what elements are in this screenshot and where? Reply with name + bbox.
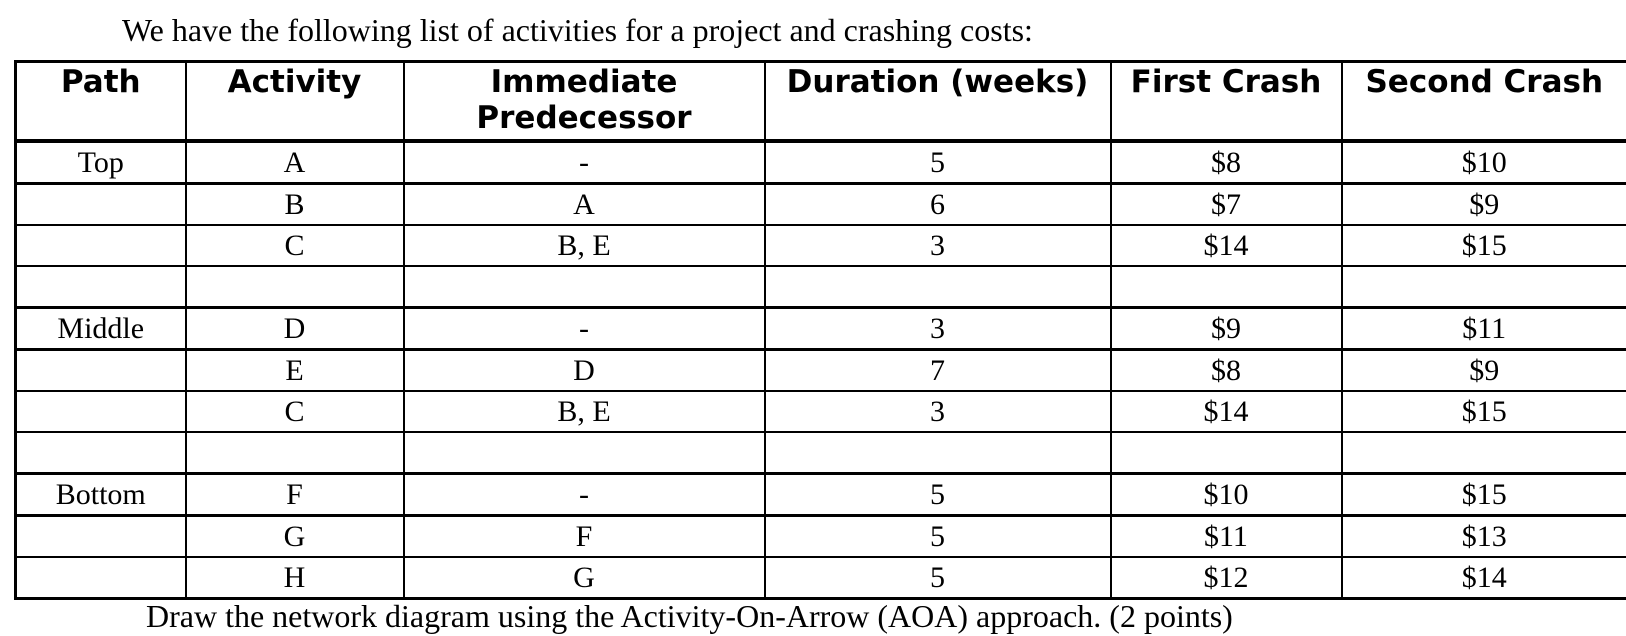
cell-duration: 3 — [765, 225, 1111, 266]
table-row — [16, 184, 1626, 226]
cell-empty — [765, 432, 1111, 474]
cell-predecessor: B, E — [404, 225, 765, 266]
cell-path — [16, 225, 186, 266]
cell-empty — [16, 432, 186, 474]
cell-activity: G — [186, 516, 404, 558]
header-path: Path — [16, 62, 186, 142]
cell-activity: H — [186, 557, 404, 599]
cell-path — [16, 184, 186, 226]
table-row — [16, 141, 1626, 184]
cell-duration: 5 — [765, 557, 1111, 599]
cell-path — [16, 391, 186, 432]
cell-activity: C — [186, 391, 404, 432]
header-second-crash: Second Crash — [1342, 62, 1626, 142]
cell-duration: 7 — [765, 350, 1111, 392]
table-row — [16, 557, 1626, 599]
cell-first-crash: $7 — [1111, 184, 1342, 226]
cell-duration: 5 — [765, 516, 1111, 558]
cell-predecessor: G — [404, 557, 765, 599]
intro-text: We have the following list of activities for a project and crashing costs: — [122, 10, 1033, 50]
cell-second-crash: $15 — [1342, 391, 1626, 432]
cell-empty — [1111, 266, 1342, 308]
cell-second-crash: $11 — [1342, 308, 1626, 350]
cell-predecessor: - — [404, 474, 765, 516]
cell-second-crash: $10 — [1342, 141, 1626, 184]
table-header-row — [16, 62, 1626, 142]
cell-activity: B — [186, 184, 404, 226]
cell-empty — [404, 266, 765, 308]
cell-first-crash: $11 — [1111, 516, 1342, 558]
cell-path: Middle — [16, 308, 186, 350]
header-duration: Duration (weeks) — [765, 62, 1111, 142]
cell-activity: A — [186, 141, 404, 184]
cell-path — [16, 557, 186, 599]
cell-first-crash: $12 — [1111, 557, 1342, 599]
cell-empty — [1111, 432, 1342, 474]
cell-activity: F — [186, 474, 404, 516]
cell-predecessor: B, E — [404, 391, 765, 432]
cell-first-crash: $14 — [1111, 225, 1342, 266]
cell-first-crash: $10 — [1111, 474, 1342, 516]
header-immediate-predecessor: Immediate Predecessor — [404, 62, 765, 142]
cell-activity: C — [186, 225, 404, 266]
table-row — [16, 391, 1626, 432]
activities-table — [14, 60, 1626, 600]
cell-second-crash: $15 — [1342, 225, 1626, 266]
cell-predecessor: F — [404, 516, 765, 558]
cell-duration: 5 — [765, 474, 1111, 516]
cell-empty — [1342, 432, 1626, 474]
cell-empty — [16, 266, 186, 308]
cell-second-crash: $13 — [1342, 516, 1626, 558]
question-text: Draw the network diagram using the Activity-On-Arrow (AOA) approach. (2 points) — [146, 596, 1233, 636]
header-first-crash: First Crash — [1111, 62, 1342, 142]
cell-first-crash: $8 — [1111, 350, 1342, 392]
cell-first-crash: $8 — [1111, 141, 1342, 184]
cell-empty — [404, 432, 765, 474]
cell-duration: 3 — [765, 391, 1111, 432]
cell-second-crash: $15 — [1342, 474, 1626, 516]
cell-first-crash: $9 — [1111, 308, 1342, 350]
table-spacer-row — [16, 266, 1626, 308]
table-row — [16, 474, 1626, 516]
cell-empty — [186, 266, 404, 308]
cell-activity: E — [186, 350, 404, 392]
table-row — [16, 350, 1626, 392]
cell-empty — [765, 266, 1111, 308]
cell-path — [16, 350, 186, 392]
cell-predecessor: A — [404, 184, 765, 226]
cell-activity: D — [186, 308, 404, 350]
cell-predecessor: D — [404, 350, 765, 392]
cell-duration: 6 — [765, 184, 1111, 226]
cell-predecessor: - — [404, 308, 765, 350]
cell-empty — [1342, 266, 1626, 308]
cell-second-crash: $9 — [1342, 350, 1626, 392]
table-row — [16, 225, 1626, 266]
table-spacer-row — [16, 432, 1626, 474]
activities-table-container — [14, 60, 1626, 600]
cell-predecessor: - — [404, 141, 765, 184]
cell-path: Bottom — [16, 474, 186, 516]
table-row — [16, 308, 1626, 350]
cell-empty — [186, 432, 404, 474]
table-row — [16, 516, 1626, 558]
cell-second-crash: $14 — [1342, 557, 1626, 599]
header-activity: Activity — [186, 62, 404, 142]
cell-duration: 3 — [765, 308, 1111, 350]
cell-first-crash: $14 — [1111, 391, 1342, 432]
cell-path: Top — [16, 141, 186, 184]
cell-duration: 5 — [765, 141, 1111, 184]
cell-second-crash: $9 — [1342, 184, 1626, 226]
cell-path — [16, 516, 186, 558]
